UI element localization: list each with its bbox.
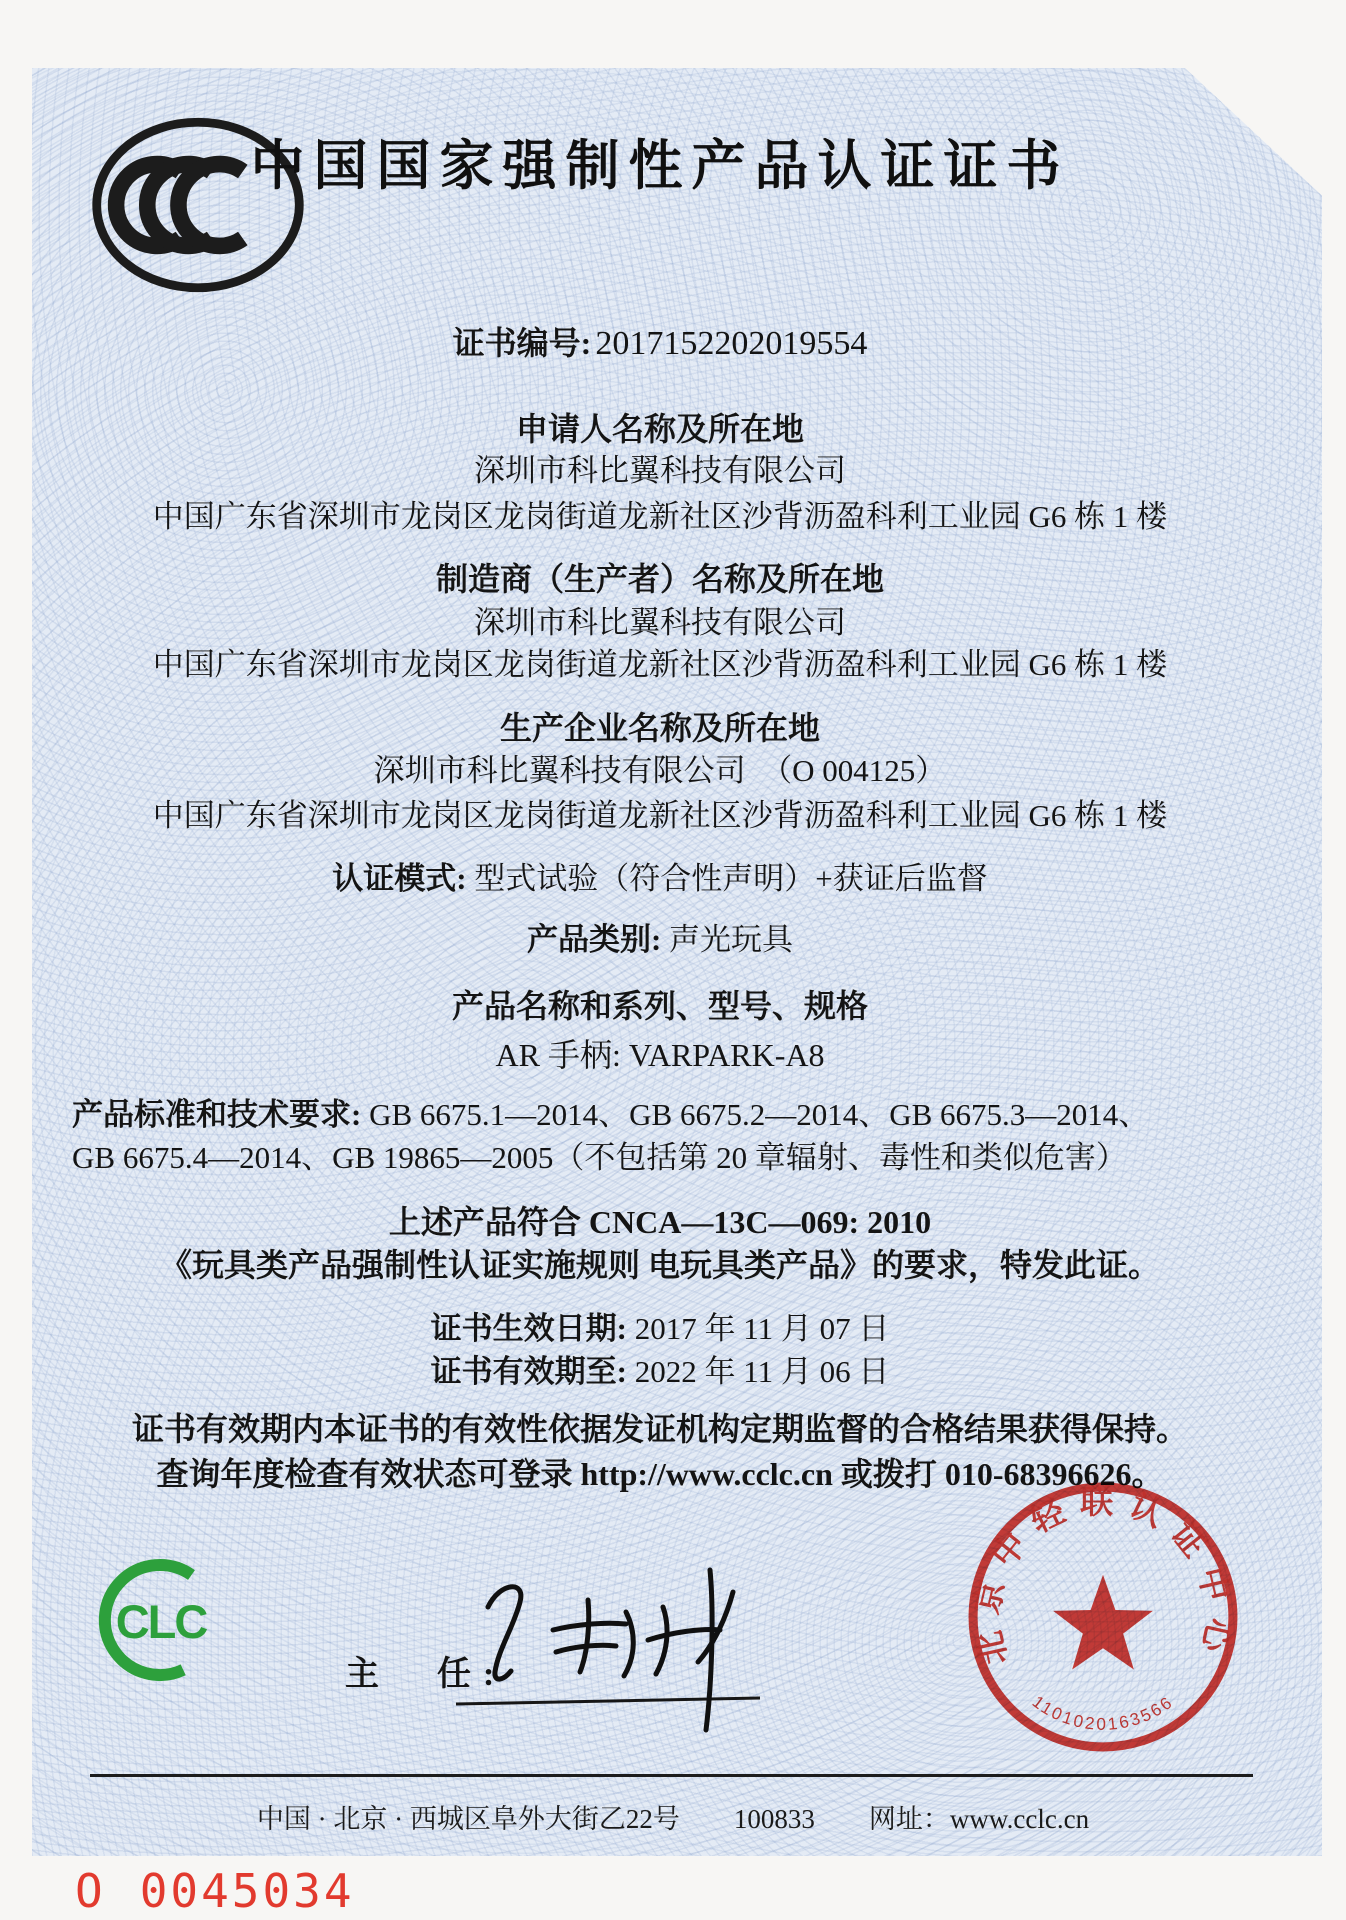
- factory-address: 中国广东省深圳市龙岗区龙岗街道龙新社区沙背沥盈科利工业园 G6 栋 1 楼: [152, 798, 1168, 833]
- standards-row-2: GB 6675.4—2014、GB 19865—2005（不包括第 20 章辐射、毒性和类似危害）: [72, 1140, 1127, 1175]
- expiry-date-value: 2022 年 11 月 06 日: [634, 1354, 890, 1389]
- certificate-number-label: 证书编号:: [452, 325, 592, 361]
- conformity-line1: 上述产品符合 CNCA—13C—069: 2010: [388, 1204, 932, 1240]
- certificate-number-value: 2017152202019554: [595, 325, 868, 362]
- footer-divider: [90, 1774, 1253, 1777]
- standards-line1: GB 6675.1—2014、GB 6675.2—2014、GB 6675.3—2014、: [369, 1097, 1150, 1132]
- effective-date-label: 证书生效日期:: [430, 1311, 627, 1346]
- product-category-row: [0, 921, 1320, 959]
- form-serial-number: [75, 1864, 355, 1918]
- certification-mode-row: [0, 860, 1320, 898]
- factory-name: 深圳市科比翼科技有限公司 （O 004125）: [373, 753, 947, 788]
- manufacturer-heading: 制造商（生产者）名称及所在地: [435, 561, 884, 597]
- effective-date-row: [0, 1310, 1320, 1348]
- director-signature-icon: [448, 1552, 778, 1747]
- validity-note-2: 查询年度检查有效状态可登录 http://www.cclc.cn 或拨打 010-68396626。: [156, 1456, 1164, 1492]
- expiry-date-row: [0, 1353, 1320, 1391]
- svg-text:1101020163566: [1029, 1692, 1178, 1734]
- product-heading: 产品名称和系列、型号、规格: [451, 988, 868, 1024]
- effective-date-value: 2017 年 11 月 07 日: [634, 1311, 890, 1346]
- serial-digits: 0045034: [139, 1864, 355, 1918]
- product-category-label: 产品类别:: [526, 922, 662, 957]
- clc-logo-text: CLC: [115, 1595, 207, 1648]
- director-label: 主 任:: [345, 1656, 507, 1693]
- certification-seal-icon: [962, 1476, 1244, 1758]
- serial-prefix: O: [75, 1864, 106, 1918]
- certification-mode-value: 型式试验（符合性声明）+获证后监督: [474, 861, 988, 896]
- certificate-title: 中国国家强制性产品认证证书: [250, 136, 1070, 196]
- certificate-number-row: [0, 318, 1320, 364]
- standards-label: 产品标准和技术要求:: [72, 1097, 362, 1132]
- clc-logo-icon: [97, 1542, 227, 1697]
- applicant-name: 深圳市科比翼科技有限公司: [474, 453, 846, 488]
- validity-note-1: 证书有效期内本证书的有效性依据发证机构定期监督的合格结果获得保持。: [131, 1411, 1188, 1447]
- footer-address: 中国 · 北京 · 西城区阜外大街乙22号 100833 网址：www.cclc.cn: [256, 1804, 1090, 1834]
- manufacturer-name: 深圳市科比翼科技有限公司: [474, 605, 846, 640]
- applicant-address: 中国广东省深圳市龙岗区龙岗街道龙新社区沙背沥盈科利工业园 G6 栋 1 楼: [152, 499, 1168, 534]
- expiry-date-label: 证书有效期至:: [430, 1354, 627, 1389]
- seal-star-icon: [1053, 1575, 1153, 1670]
- standards-row-1: [72, 1096, 1322, 1134]
- product-category-value: 声光玩具: [669, 922, 794, 957]
- seal-number: 1101020163566: [1028, 1692, 1178, 1734]
- applicant-heading: 申请人名称及所在地: [515, 411, 804, 447]
- factory-heading: 生产企业名称及所在地: [499, 710, 820, 746]
- conformity-line2: 《玩具类产品强制性认证实施规则 电玩具类产品》的要求，特发此证。: [159, 1247, 1160, 1283]
- certification-mode-label: 认证模式:: [332, 861, 467, 896]
- product-model: AR 手柄: VARPARK-A8: [495, 1037, 825, 1073]
- manufacturer-address: 中国广东省深圳市龙岗区龙岗街道龙新社区沙背沥盈科利工业园 G6 栋 1 楼: [152, 647, 1168, 682]
- seal-ring-text: 北京中轻联认证中心: [968, 1484, 1238, 1668]
